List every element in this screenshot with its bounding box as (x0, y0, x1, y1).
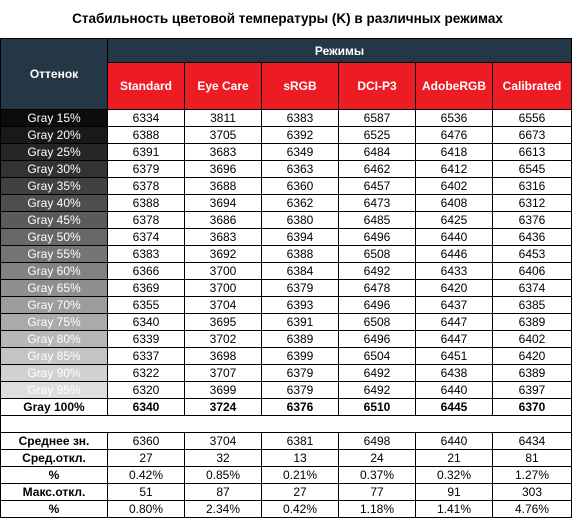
value-cell: 6508 (339, 314, 416, 331)
table-row (1, 331, 572, 348)
value-cell: 6445 (416, 399, 493, 416)
table-row (1, 195, 572, 212)
value-cell: 3686 (185, 212, 262, 229)
stats-value-cell: 0.32% (416, 467, 493, 484)
value-cell: 6389 (493, 314, 572, 331)
value-cell: 6402 (416, 178, 493, 195)
table-row (1, 399, 572, 416)
value-cell: 6370 (493, 399, 572, 416)
shade-label-cell: Gray 65% (1, 280, 108, 297)
value-cell: 6389 (262, 331, 339, 348)
value-cell: 3696 (185, 161, 262, 178)
stats-value-cell: 303 (493, 484, 572, 501)
table-row (1, 263, 572, 280)
value-cell: 6496 (339, 331, 416, 348)
table-row (1, 246, 572, 263)
shade-label-cell: Gray 85% (1, 348, 108, 365)
value-cell: 6433 (416, 263, 493, 280)
stats-row (1, 450, 572, 467)
value-cell: 6440 (416, 382, 493, 399)
mode-header-eye-care: Eye Care (185, 63, 262, 110)
stats-value-cell: 0.42% (262, 501, 339, 518)
value-cell: 3683 (185, 229, 262, 246)
stats-value-cell: 6360 (108, 433, 185, 450)
value-cell: 3707 (185, 365, 262, 382)
value-cell: 6379 (108, 161, 185, 178)
modes-header: Режимы (108, 39, 572, 63)
stats-label-cell: Среднее зн. (1, 433, 108, 450)
value-cell: 6420 (416, 280, 493, 297)
value-cell: 6406 (493, 263, 572, 280)
value-cell: 6556 (493, 110, 572, 127)
shade-label-cell: Gray 45% (1, 212, 108, 229)
value-cell: 3695 (185, 314, 262, 331)
stats-row (1, 501, 572, 518)
stats-value-cell: 0.21% (262, 467, 339, 484)
value-cell: 6349 (262, 144, 339, 161)
stats-value-cell: 51 (108, 484, 185, 501)
value-cell: 6402 (493, 331, 572, 348)
shade-label-cell: Gray 60% (1, 263, 108, 280)
shade-label-cell: Gray 15% (1, 110, 108, 127)
mode-header-adobergb: AdobeRGB (416, 63, 493, 110)
stats-value-cell: 4.76% (493, 501, 572, 518)
stats-value-cell: 32 (185, 450, 262, 467)
stats-value-cell: 87 (185, 484, 262, 501)
shade-label-cell: Gray 40% (1, 195, 108, 212)
value-cell: 3688 (185, 178, 262, 195)
stats-value-cell: 6498 (339, 433, 416, 450)
stats-value-cell: 21 (416, 450, 493, 467)
value-cell: 3699 (185, 382, 262, 399)
mode-header-standard: Standard (108, 63, 185, 110)
table-title: Стабильность цветовой температуры (K) в различных режимах (72, 11, 503, 26)
stats-value-cell: 0.80% (108, 501, 185, 518)
value-cell: 6473 (339, 195, 416, 212)
stats-value-cell: 77 (339, 484, 416, 501)
table-row (1, 212, 572, 229)
shade-label-cell: Gray 25% (1, 144, 108, 161)
mode-header-calibrated: Calibrated (493, 63, 572, 110)
value-cell: 6436 (493, 229, 572, 246)
shade-label-cell: Gray 95% (1, 382, 108, 399)
value-cell: 6613 (493, 144, 572, 161)
value-cell: 6492 (339, 263, 416, 280)
shade-label-cell: Gray 50% (1, 229, 108, 246)
stats-value-cell: 81 (493, 450, 572, 467)
value-cell: 6392 (262, 127, 339, 144)
value-cell: 6334 (108, 110, 185, 127)
value-cell: 6438 (416, 365, 493, 382)
stats-value-cell: 27 (262, 484, 339, 501)
shade-label-cell: Gray 100% (1, 399, 108, 416)
stats-row (1, 484, 572, 501)
value-cell: 6476 (416, 127, 493, 144)
value-cell: 6360 (262, 178, 339, 195)
stats-value-cell: 1.27% (493, 467, 572, 484)
stats-label-cell: % (1, 501, 108, 518)
mode-header-srgb: sRGB (262, 63, 339, 110)
value-cell: 6384 (262, 263, 339, 280)
stats-value-cell: 27 (108, 450, 185, 467)
value-cell: 6492 (339, 382, 416, 399)
value-cell: 6496 (339, 297, 416, 314)
value-cell: 3811 (185, 110, 262, 127)
stats-value-cell: 13 (262, 450, 339, 467)
value-cell: 3692 (185, 246, 262, 263)
value-cell: 6388 (108, 127, 185, 144)
stats-label-cell: Сред.откл. (1, 450, 108, 467)
value-cell: 6447 (416, 331, 493, 348)
table-row (1, 365, 572, 382)
table-spacer (1, 416, 572, 433)
value-cell: 6545 (493, 161, 572, 178)
value-cell: 6536 (416, 110, 493, 127)
value-cell: 6379 (262, 280, 339, 297)
shade-label-cell: Gray 70% (1, 297, 108, 314)
value-cell: 6376 (493, 212, 572, 229)
value-cell: 6369 (108, 280, 185, 297)
stats-value-cell: 91 (416, 484, 493, 501)
value-cell: 6379 (262, 365, 339, 382)
value-cell: 6420 (493, 348, 572, 365)
color-temperature-table (0, 38, 572, 518)
stats-value-cell: 1.41% (416, 501, 493, 518)
value-cell: 6418 (416, 144, 493, 161)
stats-value-cell: 0.37% (339, 467, 416, 484)
value-cell: 6383 (262, 110, 339, 127)
table-row (1, 178, 572, 195)
value-cell: 6510 (339, 399, 416, 416)
value-cell: 3724 (185, 399, 262, 416)
stats-value-cell: 3704 (185, 433, 262, 450)
table-row (1, 314, 572, 331)
value-cell: 6508 (339, 246, 416, 263)
shade-label-cell: Gray 75% (1, 314, 108, 331)
value-cell: 6363 (262, 161, 339, 178)
value-cell: 6378 (108, 178, 185, 195)
table-row (1, 161, 572, 178)
value-cell: 6453 (493, 246, 572, 263)
value-cell: 6389 (493, 365, 572, 382)
value-cell: 6397 (493, 382, 572, 399)
table-row (1, 110, 572, 127)
value-cell: 6446 (416, 246, 493, 263)
shade-header: Оттенок (1, 39, 108, 110)
value-cell: 6362 (262, 195, 339, 212)
value-cell: 6440 (416, 229, 493, 246)
value-cell: 3700 (185, 263, 262, 280)
stats-value-cell: 0.85% (185, 467, 262, 484)
mode-header-dci-p3: DCI-P3 (339, 63, 416, 110)
value-cell: 3700 (185, 280, 262, 297)
value-cell: 6451 (416, 348, 493, 365)
shade-label-cell: Gray 20% (1, 127, 108, 144)
value-cell: 6376 (262, 399, 339, 416)
stats-value-cell: 0.42% (108, 467, 185, 484)
value-cell: 6366 (108, 263, 185, 280)
value-cell: 3704 (185, 297, 262, 314)
value-cell: 6322 (108, 365, 185, 382)
shade-label-cell: Gray 35% (1, 178, 108, 195)
value-cell: 6399 (262, 348, 339, 365)
stats-label-cell: % (1, 467, 108, 484)
value-cell: 6484 (339, 144, 416, 161)
value-cell: 6320 (108, 382, 185, 399)
value-cell: 6394 (262, 229, 339, 246)
stats-value-cell: 1.18% (339, 501, 416, 518)
value-cell: 6485 (339, 212, 416, 229)
shade-label-cell: Gray 90% (1, 365, 108, 382)
value-cell: 6379 (262, 382, 339, 399)
value-cell: 6673 (493, 127, 572, 144)
table-row (1, 297, 572, 314)
value-cell: 6504 (339, 348, 416, 365)
value-cell: 3694 (185, 195, 262, 212)
value-cell: 6340 (108, 314, 185, 331)
stats-value-cell: 2.34% (185, 501, 262, 518)
value-cell: 6374 (493, 280, 572, 297)
value-cell: 6391 (108, 144, 185, 161)
value-cell: 6388 (108, 195, 185, 212)
value-cell: 6316 (493, 178, 572, 195)
value-cell: 6425 (416, 212, 493, 229)
stats-row (1, 467, 572, 484)
value-cell: 6337 (108, 348, 185, 365)
table-row (1, 127, 572, 144)
value-cell: 3702 (185, 331, 262, 348)
value-cell: 3698 (185, 348, 262, 365)
stats-value-cell: 6434 (493, 433, 572, 450)
value-cell: 6492 (339, 365, 416, 382)
stats-row (1, 433, 572, 450)
value-cell: 6385 (493, 297, 572, 314)
value-cell: 6457 (339, 178, 416, 195)
value-cell: 6437 (416, 297, 493, 314)
value-cell: 6388 (262, 246, 339, 263)
value-cell: 6383 (108, 246, 185, 263)
shade-label-cell: Gray 55% (1, 246, 108, 263)
value-cell: 6412 (416, 161, 493, 178)
value-cell: 3705 (185, 127, 262, 144)
value-cell: 6587 (339, 110, 416, 127)
value-cell: 6496 (339, 229, 416, 246)
value-cell: 3683 (185, 144, 262, 161)
value-cell: 6391 (262, 314, 339, 331)
stats-value-cell: 6381 (262, 433, 339, 450)
value-cell: 6393 (262, 297, 339, 314)
table-row (1, 280, 572, 297)
value-cell: 6525 (339, 127, 416, 144)
value-cell: 6374 (108, 229, 185, 246)
value-cell: 6478 (339, 280, 416, 297)
value-cell: 6447 (416, 314, 493, 331)
value-cell: 6339 (108, 331, 185, 348)
value-cell: 6340 (108, 399, 185, 416)
stats-value-cell: 6440 (416, 433, 493, 450)
shade-label-cell: Gray 30% (1, 161, 108, 178)
value-cell: 6312 (493, 195, 572, 212)
value-cell: 6462 (339, 161, 416, 178)
value-cell: 6380 (262, 212, 339, 229)
shade-label-cell: Gray 80% (1, 331, 108, 348)
table-row (1, 382, 572, 399)
stats-value-cell: 24 (339, 450, 416, 467)
stats-label-cell: Макс.откл. (1, 484, 108, 501)
table-row (1, 144, 572, 161)
value-cell: 6378 (108, 212, 185, 229)
value-cell: 6355 (108, 297, 185, 314)
table-row (1, 229, 572, 246)
value-cell: 6408 (416, 195, 493, 212)
table-row (1, 348, 572, 365)
